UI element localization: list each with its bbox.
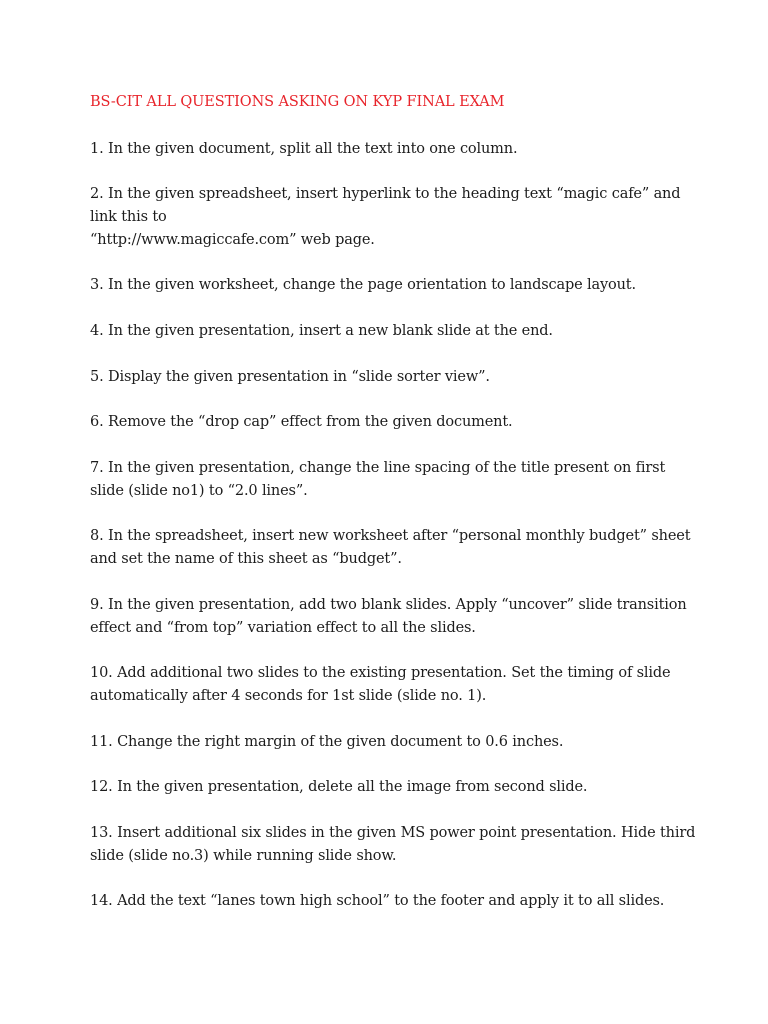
question-line: 13. Insert additional six slides in the given MS power point presentation. Hide third bbox=[90, 825, 696, 841]
question-line: 10. Add additional two slides to the existing presentation. Set the timing of slide bbox=[90, 665, 671, 681]
question-item bbox=[90, 274, 690, 297]
question-line: 3. In the given worksheet, change the page orientation to landscape layout. bbox=[90, 277, 636, 293]
question-line: “http://www.magiccafe.com” web page. bbox=[90, 232, 375, 248]
question-line: 5. Display the given presentation in “slide sorter view”. bbox=[90, 369, 490, 385]
question-line: slide (slide no.3) while running slide show. bbox=[90, 848, 397, 864]
question-item bbox=[90, 776, 690, 799]
question-item bbox=[90, 594, 690, 640]
question-item bbox=[90, 183, 690, 252]
question-line: 6. Remove the “drop cap” effect from the given document. bbox=[90, 414, 513, 430]
question-item bbox=[90, 525, 690, 571]
question-line: 7. In the given presentation, change the line spacing of the title present on first bbox=[90, 460, 666, 476]
question-line: 11. Change the right margin of the given document to 0.6 inches. bbox=[90, 734, 564, 750]
question-item bbox=[90, 138, 690, 161]
question-item bbox=[90, 822, 696, 868]
question-line: 9. In the given presentation, add two blank slides. Apply “uncover” slide transition bbox=[90, 597, 687, 613]
question-item bbox=[90, 662, 690, 708]
question-item bbox=[90, 731, 690, 754]
question-line: effect and “from top” variation effect to all the slides. bbox=[90, 620, 476, 636]
question-line: slide (slide no1) to “2.0 lines”. bbox=[90, 483, 308, 499]
question-item bbox=[90, 366, 690, 389]
question-line: 1. In the given document, split all the text into one column. bbox=[90, 141, 518, 157]
question-line: 4. In the given presentation, insert a new blank slide at the end. bbox=[90, 323, 553, 339]
document-title: BS-CIT ALL QUESTIONS ASKING ON KYP FINAL EXAM bbox=[90, 94, 505, 110]
question-line: 12. In the given presentation, delete all the image from second slide. bbox=[90, 779, 588, 795]
question-line: and set the name of this sheet as “budget”. bbox=[90, 551, 402, 567]
question-item bbox=[90, 411, 690, 434]
question-line: 2. In the given spreadsheet, insert hyperlink to the heading text “magic cafe” and bbox=[90, 186, 681, 202]
question-line: 8. In the spreadsheet, insert new worksheet after “personal monthly budget” sheet bbox=[90, 528, 691, 544]
question-line: link this to bbox=[90, 209, 167, 225]
question-line: 14. Add the text “lanes town high school” to the footer and apply it to all slides. bbox=[90, 893, 665, 909]
question-item bbox=[90, 457, 690, 503]
question-item bbox=[90, 890, 690, 913]
question-line: automatically after 4 seconds for 1st slide (slide no. 1). bbox=[90, 688, 487, 704]
question-item bbox=[90, 320, 690, 343]
